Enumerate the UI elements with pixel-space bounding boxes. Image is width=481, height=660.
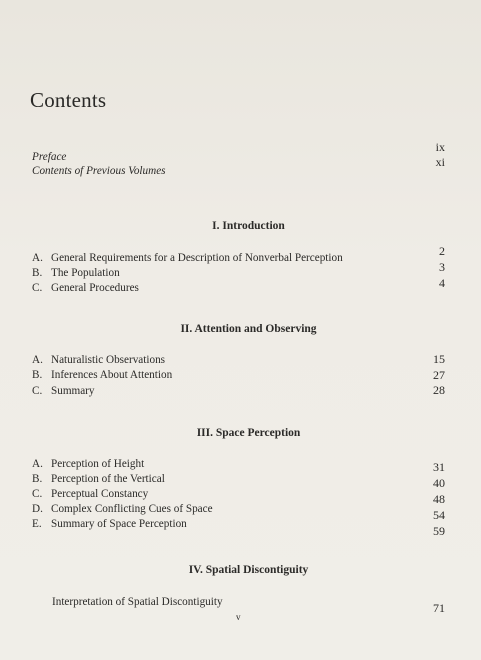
toc-entry-page: 40: [433, 476, 445, 490]
toc-entry-letter: C.: [32, 385, 43, 397]
toc-entry-label: Perceptual Constancy: [51, 488, 149, 500]
toc-entry-label: General Procedures: [51, 282, 139, 294]
toc-entry-preface: [32, 150, 446, 164]
section-heading: III. Space Perception: [196, 427, 301, 439]
toc-entry-letter: C.: [32, 282, 43, 294]
toc-entry-page: 54: [433, 508, 445, 522]
page-number: v: [236, 612, 241, 622]
toc-entry: [32, 251, 446, 265]
toc-entry-label: Complex Conflicting Cues of Space: [51, 503, 213, 515]
toc-entry-letter: C.: [32, 488, 43, 500]
toc-entry-page: 27: [433, 368, 445, 382]
toc-entry-label: Preface: [32, 151, 67, 163]
toc-entry-letter: D.: [32, 503, 43, 515]
toc-entry-label: Contents of Previous Volumes: [32, 165, 166, 177]
section-heading: IV. Spatial Discontiguity: [188, 564, 309, 576]
toc-entry-page: xi: [435, 155, 445, 169]
toc-entry: [32, 517, 446, 531]
toc-entry-label: Perception of the Vertical: [51, 473, 165, 485]
toc-entry-letter: B.: [32, 473, 43, 485]
toc-entry-label: Summary of Space Perception: [51, 518, 187, 530]
toc-entry: [32, 266, 446, 280]
toc-entry-page: 15: [433, 352, 445, 366]
toc-entry-letter: B.: [32, 369, 43, 381]
toc-entry-page: 2: [439, 244, 445, 258]
toc-entry-page: 71: [433, 601, 445, 615]
toc-entry-letter: A.: [32, 354, 43, 366]
section-heading: I. Introduction: [212, 220, 285, 232]
toc-entry-page: 28: [433, 383, 445, 397]
toc-entry-page: 3: [439, 260, 445, 274]
toc-entry-label: Naturalistic Observations: [51, 354, 166, 366]
toc-entry: [32, 368, 446, 382]
toc-entry: [32, 281, 446, 295]
toc-entry: [32, 487, 446, 501]
toc-entry-letter: E.: [32, 518, 42, 530]
toc-entry-letter: A.: [32, 458, 43, 470]
toc-entry: [32, 472, 446, 486]
toc-entry: [52, 595, 466, 609]
toc-entry-page: ix: [435, 140, 445, 154]
toc-entry: [32, 457, 446, 471]
toc-entry-label: Perception of Height: [51, 458, 145, 470]
toc-entry-page: 48: [433, 492, 445, 506]
toc-entry-contents-previous: [32, 164, 446, 178]
section-heading: II. Attention and Observing: [180, 323, 317, 335]
toc-entry-page: 4: [439, 276, 445, 290]
toc-entry-label: Interpretation of Spatial Discontiguity: [52, 596, 223, 608]
toc-entry: [32, 502, 446, 516]
toc-entry-letter: B.: [32, 267, 43, 279]
toc-entry-letter: A.: [32, 252, 43, 264]
toc-entry-label: Inferences About Attention: [51, 369, 173, 381]
toc-entry-label: Summary: [51, 385, 95, 397]
toc-entry-label: The Population: [51, 267, 120, 279]
toc-entry-page: 59: [433, 524, 445, 538]
toc-entry: [32, 384, 446, 398]
toc-entry: [32, 353, 446, 367]
toc-entry-page: 31: [433, 460, 445, 474]
page-title: Contents: [30, 88, 107, 112]
toc-entry-label: General Requirements for a Description of Nonverbal Perception: [51, 252, 343, 264]
